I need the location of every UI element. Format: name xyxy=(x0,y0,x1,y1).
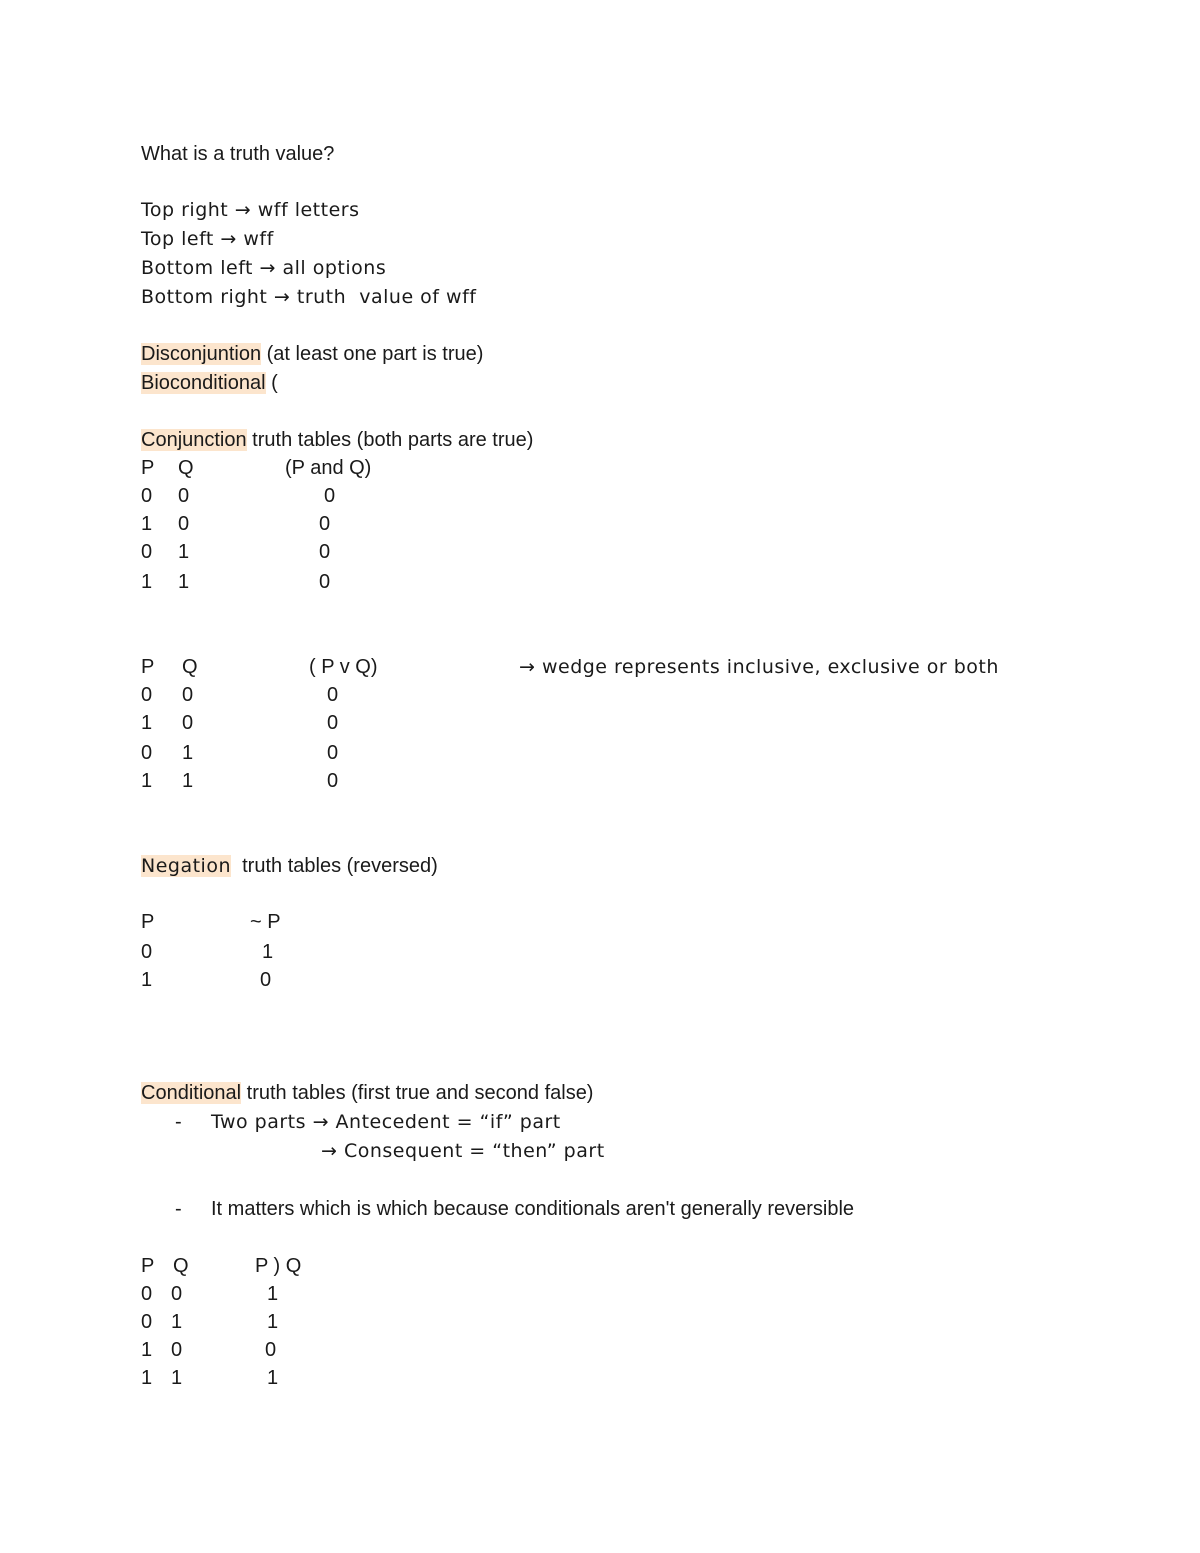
conjunction-row-2-p: 1 xyxy=(141,513,153,535)
quadrant-bottom-left: Bottom left → all options xyxy=(141,257,387,279)
conjunction-description: truth tables (both parts are true) xyxy=(246,429,534,451)
wedge-row-4-p: 1 xyxy=(141,770,153,792)
bullet-dash-1: - xyxy=(175,1111,182,1133)
wedge-header-p: P xyxy=(141,656,155,678)
wedge-row-3-q: 1 xyxy=(182,742,194,764)
conditional-header-result: P ) Q xyxy=(255,1255,302,1277)
conditional-description: truth tables (first true and second false) xyxy=(241,1082,594,1104)
conjunction-row-3-result: 0 xyxy=(319,541,331,563)
conjunction-header-q: Q xyxy=(178,457,194,479)
negation-row-2-p: 1 xyxy=(141,969,153,991)
wedge-header-result: ( P v Q) xyxy=(309,656,378,678)
conditional-row-1-result: 1 xyxy=(267,1283,279,1305)
conditional-row-4-result: 1 xyxy=(267,1367,279,1389)
wedge-note: → wedge represents inclusive, exclusive or both xyxy=(519,656,999,678)
wedge-header-q: Q xyxy=(182,656,198,678)
wedge-row-4-result: 0 xyxy=(327,770,339,792)
negation-header-p: P xyxy=(141,911,155,933)
biconditional-term: Bioconditional xyxy=(141,372,266,394)
conditional-row-2-p: 0 xyxy=(141,1311,153,1333)
conjunction-row-2-q: 0 xyxy=(178,513,190,535)
wedge-row-4-q: 1 xyxy=(182,770,194,792)
conjunction-row-1-result: 0 xyxy=(324,485,336,507)
negation-row-1-not-p: 1 xyxy=(262,941,274,963)
negation-line xyxy=(141,853,438,879)
conjunction-row-3-q: 1 xyxy=(178,541,190,563)
conditional-row-2-result: 1 xyxy=(267,1311,279,1333)
biconditional-line xyxy=(141,370,278,396)
disjunction-line xyxy=(141,341,483,367)
wedge-row-2-p: 1 xyxy=(141,712,153,734)
negation-header-not-p: ~ P xyxy=(250,911,281,933)
conditional-header-q: Q xyxy=(173,1255,189,1277)
conjunction-header-result: (P and Q) xyxy=(285,457,372,479)
disjunction-description: (at least one part is true) xyxy=(261,343,484,365)
conjunction-header-p: P xyxy=(141,457,155,479)
conditional-row-1-q: 0 xyxy=(171,1283,183,1305)
conditional-row-4-p: 1 xyxy=(141,1367,153,1389)
page-title: What is a truth value? xyxy=(141,143,335,165)
wedge-row-2-q: 0 xyxy=(182,712,194,734)
conjunction-row-3-p: 0 xyxy=(141,541,153,563)
conjunction-line xyxy=(141,427,533,453)
wedge-row-3-p: 0 xyxy=(141,742,153,764)
conditional-bullet-parts: Two parts → Antecedent = “if” part xyxy=(211,1111,561,1133)
bullet-dash-2: - xyxy=(175,1198,182,1220)
conditional-line xyxy=(141,1080,593,1106)
wedge-row-2-result: 0 xyxy=(327,712,339,734)
conjunction-term: Conjunction xyxy=(141,429,247,451)
conjunction-row-4-result: 0 xyxy=(319,571,331,593)
conditional-bullet-reversible: It matters which is which because conditionals aren't generally reversible xyxy=(211,1198,855,1220)
wedge-row-1-result: 0 xyxy=(327,684,339,706)
quadrant-bottom-right: Bottom right → truth value of wff xyxy=(141,286,477,308)
wedge-row-1-q: 0 xyxy=(182,684,194,706)
quadrant-top-right: Top right → wff letters xyxy=(141,199,360,221)
disjunction-term: Disconjuntion xyxy=(141,343,262,365)
conjunction-row-4-p: 1 xyxy=(141,571,153,593)
wedge-row-1-p: 0 xyxy=(141,684,153,706)
conditional-term: Conditional xyxy=(141,1082,242,1104)
conjunction-row-1-q: 0 xyxy=(178,485,190,507)
conditional-row-2-q: 1 xyxy=(171,1311,183,1333)
conditional-row-3-p: 1 xyxy=(141,1339,153,1361)
conditional-bullet-consequent: → Consequent = “then” part xyxy=(321,1140,605,1162)
conditional-row-4-q: 1 xyxy=(171,1367,183,1389)
conjunction-row-4-q: 1 xyxy=(178,571,190,593)
negation-row-2-not-p: 0 xyxy=(260,969,272,991)
conditional-row-3-q: 0 xyxy=(171,1339,183,1361)
conditional-row-3-result: 0 xyxy=(265,1339,277,1361)
conjunction-row-1-p: 0 xyxy=(141,485,153,507)
biconditional-description: ( xyxy=(265,372,278,394)
conjunction-row-2-result: 0 xyxy=(319,513,331,535)
conditional-header-p: P xyxy=(141,1255,155,1277)
negation-row-1-p: 0 xyxy=(141,941,153,963)
conditional-row-1-p: 0 xyxy=(141,1283,153,1305)
quadrant-top-left: Top left → wff xyxy=(141,228,274,250)
negation-description: truth tables (reversed) xyxy=(231,855,438,877)
negation-term: Negation xyxy=(141,855,232,877)
wedge-row-3-result: 0 xyxy=(327,742,339,764)
